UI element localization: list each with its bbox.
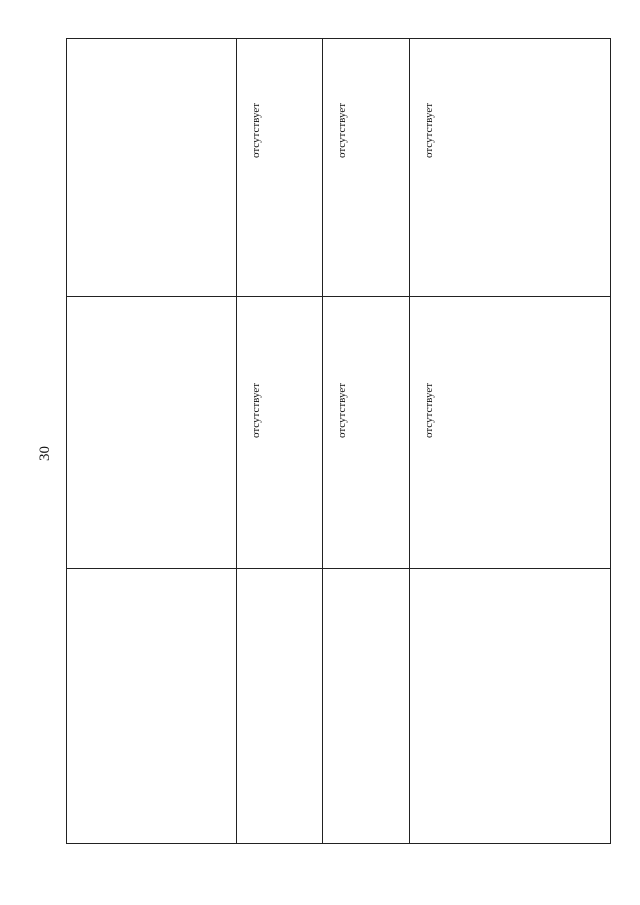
value-cell: отсутствует (423, 382, 435, 438)
row-divider (66, 38, 610, 39)
page-number: 30 (37, 446, 53, 461)
value-cell: отсутствует (336, 102, 348, 158)
value-cell: отсутствует (250, 102, 262, 158)
row-divider (66, 296, 610, 297)
row-divider (66, 843, 610, 844)
value-cell: отсутствует (423, 102, 435, 158)
value-cell: отсутствует (250, 382, 262, 438)
row-divider (66, 568, 610, 569)
column-divider (236, 38, 237, 844)
column-divider (322, 38, 323, 844)
table (66, 38, 610, 844)
column-divider (409, 38, 410, 844)
table-frame (66, 38, 611, 844)
value-cell: отсутствует (336, 382, 348, 438)
